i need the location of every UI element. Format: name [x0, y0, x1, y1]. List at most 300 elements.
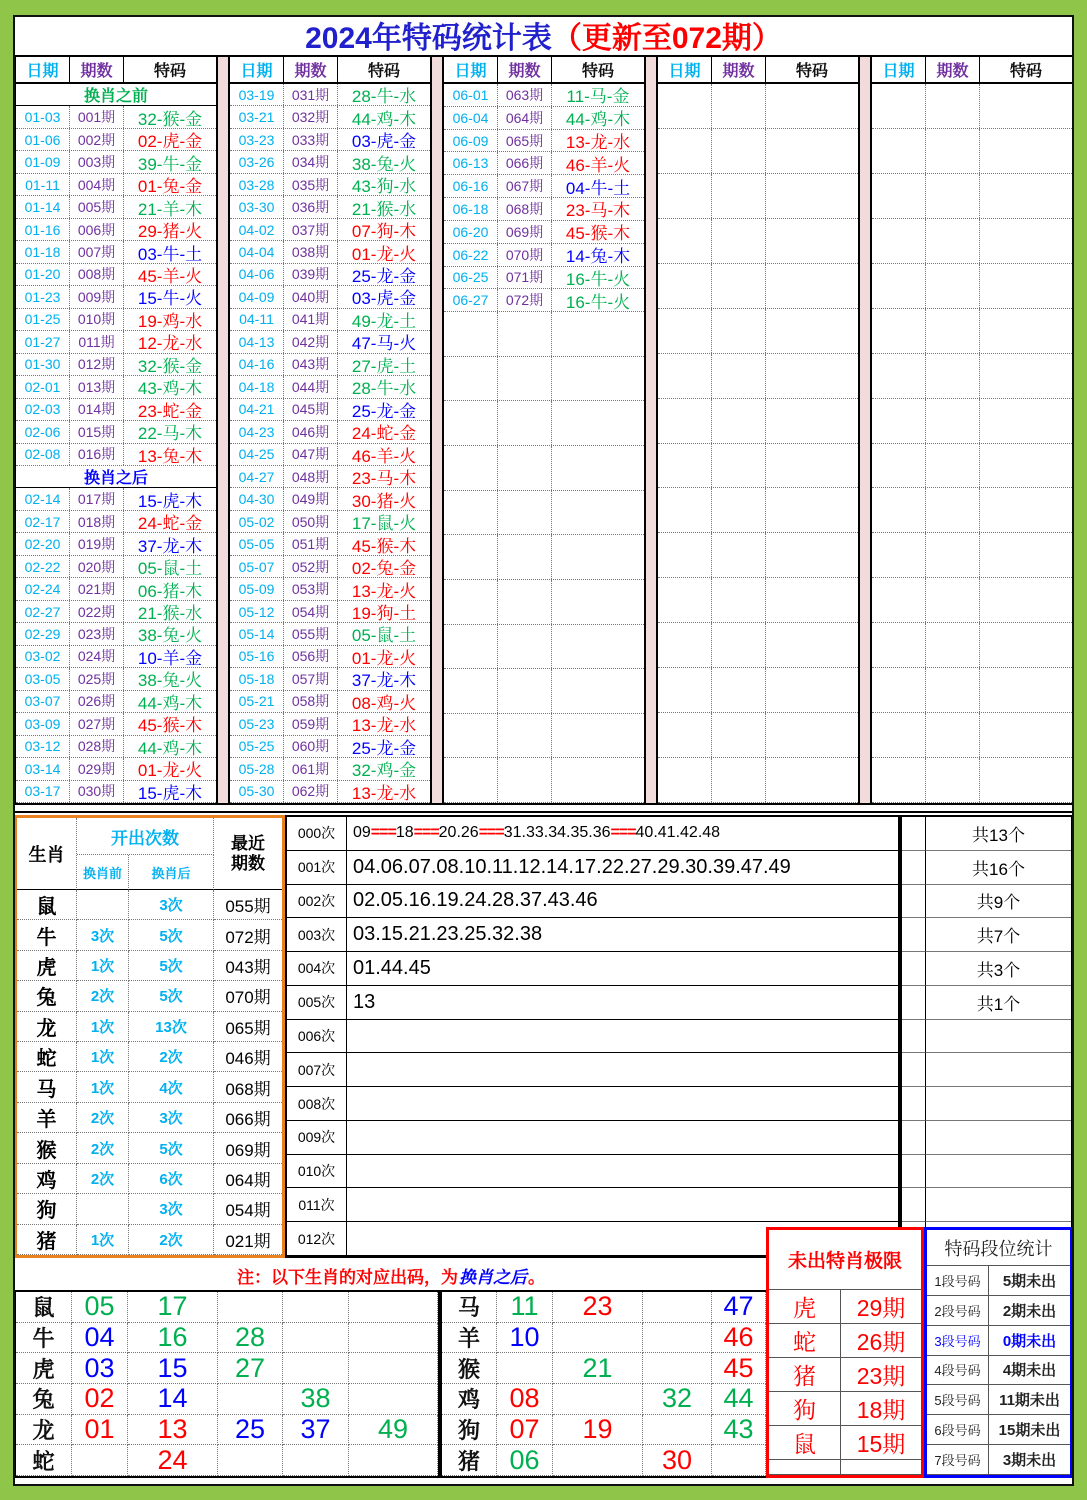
- section-row: 换肖之前: [16, 84, 216, 106]
- code-cell: 44-鸡-木: [137, 738, 203, 758]
- zodiac-numbers-table-left: [14, 1290, 440, 1478]
- date-cell: 04-09: [230, 286, 284, 307]
- segment-value: 5期未出: [989, 1266, 1070, 1296]
- code-cell: 38-兔-火: [351, 154, 417, 173]
- issue-cell: 009期: [70, 286, 124, 307]
- main-row: [230, 758, 430, 780]
- date-cell: 03-14: [16, 758, 70, 779]
- issue-cell: 021期: [70, 578, 124, 599]
- zodiac-number-cell: 44: [712, 1384, 766, 1415]
- stats-zodiac-cell: 蛇: [17, 1042, 77, 1072]
- date-cell: 03-21: [230, 106, 284, 127]
- date-cell: 03-26: [230, 151, 284, 172]
- issue-cell: 025期: [70, 668, 124, 689]
- segment-label: 7段号码: [927, 1445, 989, 1475]
- zodiac-number-cell: [497, 1353, 553, 1384]
- main-row: [230, 331, 430, 353]
- issue-cell: 048期: [284, 466, 338, 487]
- separator: ===: [478, 824, 504, 842]
- zodiac-label: 鸡: [442, 1384, 497, 1415]
- stats-recent-cell: 021期: [214, 1225, 282, 1255]
- main-row: [444, 107, 644, 130]
- stats-recent-cell: 066期: [214, 1103, 282, 1133]
- freq-value: 01.44.45: [347, 952, 898, 986]
- freq-value: [347, 1053, 898, 1087]
- zodiac-number-cell: 28: [218, 1323, 283, 1354]
- issue-cell: 046期: [284, 421, 338, 442]
- issue-cell: [926, 444, 980, 488]
- segment-stats-table: [924, 1227, 1073, 1478]
- title-suffix: （更新至072期）: [551, 22, 782, 55]
- empty-row: [872, 309, 1072, 354]
- issue-cell: 067期: [498, 175, 552, 197]
- date-cell: 04-16: [230, 354, 284, 375]
- code-cell: 45-羊-火: [137, 266, 203, 286]
- empty-row: [872, 444, 1072, 489]
- zodiac-number-cell: 21: [553, 1353, 643, 1384]
- stats-zodiac-cell: 鸡: [17, 1164, 77, 1194]
- date-cell: [872, 533, 926, 577]
- date-cell: [444, 357, 498, 401]
- count-cell: 共7个: [926, 918, 1071, 952]
- main-row: [16, 241, 216, 263]
- date-cell: 05-07: [230, 556, 284, 577]
- zodiac-label: 猪: [442, 1445, 497, 1476]
- count-gap-cell: [902, 1020, 926, 1054]
- zodiac-number-cell: [349, 1323, 438, 1354]
- issue-cell: 029期: [70, 758, 124, 779]
- zodiac-number-cell: 05: [72, 1292, 128, 1323]
- code-cell: [980, 309, 1072, 353]
- date-cell: 04-21: [230, 399, 284, 420]
- empty-row: [872, 129, 1072, 174]
- zodiac-number-cell: 08: [497, 1384, 553, 1415]
- zodiac-number-cell: 16: [128, 1323, 218, 1354]
- date-cell: [658, 758, 712, 802]
- count-cell: 共9个: [926, 885, 1071, 919]
- zodiac-number-cell: 37: [283, 1415, 349, 1446]
- code-cell: [552, 669, 644, 713]
- code-cell: 23-蛇-金: [137, 401, 203, 421]
- code-cell: [980, 264, 1072, 308]
- date-header: 日期: [230, 57, 284, 82]
- zodiac-label: 龙: [16, 1415, 72, 1446]
- count-gap-cell: [902, 817, 926, 851]
- main-row: [444, 130, 644, 153]
- code-cell: [552, 401, 644, 445]
- count-cell: 共16个: [926, 851, 1071, 885]
- main-row: [16, 758, 216, 780]
- zodiac-number-cell: 47: [712, 1292, 766, 1323]
- date-cell: [658, 174, 712, 218]
- date-cell: 06-18: [444, 198, 498, 220]
- freq-label: 009次: [287, 1121, 347, 1155]
- empty-row: [658, 354, 858, 399]
- code-cell: 19-狗-土: [351, 604, 417, 623]
- date-cell: [872, 758, 926, 802]
- issue-cell: [712, 309, 766, 353]
- issue-cell: 020期: [70, 556, 124, 577]
- zodiac-number-cell: [553, 1445, 643, 1476]
- group-body: [872, 84, 1072, 803]
- main-row: [16, 691, 216, 713]
- main-row: [16, 511, 216, 533]
- zodiac-label: 马: [442, 1292, 497, 1323]
- segment-label: 6段号码: [927, 1415, 989, 1445]
- zodiac-number-cell: [283, 1323, 349, 1354]
- freq-value: 02.05.16.19.24.28.37.43.46: [347, 885, 898, 919]
- issue-cell: 057期: [284, 668, 338, 689]
- main-row: [16, 533, 216, 555]
- main-row: [230, 309, 430, 331]
- main-row: [16, 354, 216, 376]
- group-header: [444, 57, 644, 84]
- stats-zodiac-header: 生肖: [17, 818, 77, 890]
- issue-cell: [712, 354, 766, 398]
- count-cell: [926, 1155, 1071, 1189]
- empty-row: [658, 309, 858, 354]
- stats-after-cell: 5次: [129, 1133, 214, 1163]
- page-title: [13, 16, 1074, 54]
- zodiac-label: 猴: [442, 1353, 497, 1384]
- main-row: [444, 289, 644, 312]
- date-cell: [872, 713, 926, 757]
- main-row: [16, 264, 216, 286]
- main-row: [16, 601, 216, 623]
- issue-cell: [926, 354, 980, 398]
- code-cell: 12-龙-水: [137, 334, 203, 353]
- empty-row: [444, 535, 644, 580]
- freq-label: 000次: [287, 817, 347, 851]
- stats-after-cell: 2次: [129, 1225, 214, 1255]
- main-row: [230, 219, 430, 241]
- date-cell: 03-17: [16, 781, 70, 802]
- zodiac-number-cell: 06: [497, 1445, 553, 1476]
- issue-cell: [926, 219, 980, 263]
- date-cell: [444, 535, 498, 579]
- main-row: [230, 781, 430, 803]
- main-row: [444, 152, 644, 175]
- main-row: [230, 646, 430, 668]
- stats-before-cell: 1次: [77, 951, 129, 981]
- empty-row: [444, 491, 644, 536]
- main-row: [230, 668, 430, 690]
- stats-before-cell: 1次: [77, 1225, 129, 1255]
- code-cell: 25-龙-金: [351, 738, 417, 758]
- zodiac-label: 狗: [442, 1415, 497, 1446]
- empty-row: [658, 174, 858, 219]
- code-cell: 14-兔-木: [565, 247, 631, 266]
- freq-label: 006次: [287, 1020, 347, 1054]
- date-cell: [444, 580, 498, 624]
- date-cell: 05-02: [230, 511, 284, 532]
- stats-recent-header: 最近期数: [214, 818, 282, 890]
- segment-label: 2段号码: [927, 1296, 989, 1326]
- freq-label: 011次: [287, 1188, 347, 1222]
- issue-cell: [926, 84, 980, 128]
- limit-zodiac-cell: 虎: [769, 1290, 841, 1324]
- date-cell: 02-20: [16, 533, 70, 554]
- freq-label: 010次: [287, 1155, 347, 1189]
- empty-row: [658, 713, 858, 758]
- stats-zodiac-cell: 猪: [17, 1225, 77, 1255]
- code-cell: 16-牛-火: [565, 269, 631, 289]
- issue-cell: [712, 264, 766, 308]
- date-cell: 01-18: [16, 241, 70, 262]
- date-cell: [872, 174, 926, 218]
- stats-zodiac-cell: 牛: [17, 920, 77, 950]
- main-row: [230, 241, 430, 263]
- stats-zodiac-cell: 狗: [17, 1194, 77, 1224]
- count-cell: 共3个: [926, 952, 1071, 986]
- main-row: [16, 151, 216, 173]
- zodiac-number-cell: [283, 1445, 349, 1476]
- count-gap-cell: [902, 986, 926, 1020]
- code-cell: [552, 535, 644, 579]
- date-cell: 02-17: [16, 511, 70, 532]
- stats-before-header: 换肖前: [77, 855, 129, 890]
- code-cell: 28-牛-水: [351, 87, 417, 106]
- date-cell: 04-23: [230, 421, 284, 442]
- code-cell: 03-虎-金: [351, 289, 417, 308]
- issue-cell: 047期: [284, 444, 338, 465]
- date-header: 日期: [658, 57, 712, 82]
- issue-cell: 061期: [284, 758, 338, 779]
- issue-cell: [926, 129, 980, 173]
- date-cell: 01-30: [16, 354, 70, 375]
- zodiac-number-cell: 38: [283, 1384, 349, 1415]
- limit-periods-cell: 29期: [841, 1290, 921, 1324]
- main-row: [16, 106, 216, 128]
- issue-cell: [712, 713, 766, 757]
- issue-cell: 034期: [284, 151, 338, 172]
- date-cell: 03-09: [16, 713, 70, 734]
- issue-cell: 039期: [284, 264, 338, 285]
- code-cell: 03-虎-金: [351, 132, 417, 151]
- zodiac-number-cell: [349, 1384, 438, 1415]
- count-cell: [926, 1020, 1071, 1054]
- freq-value: [347, 1155, 898, 1189]
- code-cell: [552, 312, 644, 356]
- date-cell: 05-21: [230, 691, 284, 712]
- main-row: [16, 556, 216, 578]
- limit-periods-cell: 23期: [841, 1358, 921, 1392]
- main-row: [230, 129, 430, 151]
- stats-times-header: 开出次数: [77, 818, 214, 855]
- segment-table-title: 特码段位统计: [927, 1230, 1070, 1266]
- issue-cell: 054期: [284, 601, 338, 622]
- main-row: [444, 267, 644, 290]
- issue-cell: [712, 578, 766, 622]
- issue-cell: 042期: [284, 331, 338, 352]
- main-row: [16, 781, 216, 803]
- empty-row: [658, 533, 858, 578]
- empty-row: [872, 533, 1072, 578]
- code-cell: 01-龙-火: [351, 244, 417, 263]
- segment-label: 4段号码: [927, 1356, 989, 1386]
- date-cell: [658, 623, 712, 667]
- stats-zodiac-cell: 鼠: [17, 890, 77, 920]
- group-body: [658, 84, 858, 803]
- limit-table-title: 未出特肖极限: [769, 1230, 921, 1290]
- issue-cell: [926, 309, 980, 353]
- stats-after-cell: 5次: [129, 951, 214, 981]
- code-cell: 08-鸡-火: [351, 693, 417, 713]
- column-separator-strip: [646, 55, 656, 805]
- zodiac-number-cell: 46: [712, 1323, 766, 1354]
- issue-cell: 013期: [70, 376, 124, 397]
- freq-value: [347, 1188, 898, 1222]
- date-cell: 06-22: [444, 244, 498, 266]
- count-cell: [926, 1121, 1071, 1155]
- issue-cell: 019期: [70, 533, 124, 554]
- issue-cell: 023期: [70, 623, 124, 644]
- issue-cell: [498, 714, 552, 758]
- main-row: [444, 244, 644, 267]
- empty-row: [658, 488, 858, 533]
- date-cell: 01-27: [16, 331, 70, 352]
- zodiac-number-cell: 14: [128, 1384, 218, 1415]
- code-cell: [980, 713, 1072, 757]
- main-row: [16, 736, 216, 758]
- stats-recent-cell: 070期: [214, 981, 282, 1011]
- frequency-table: [285, 815, 900, 1258]
- code-cell: 29-猪-火: [137, 222, 203, 241]
- limit-periods-cell: 18期: [841, 1392, 921, 1426]
- issue-cell: 004期: [70, 174, 124, 195]
- code-cell: 05-鼠-土: [351, 626, 417, 645]
- empty-row: [872, 399, 1072, 444]
- issue-cell: [712, 623, 766, 667]
- issue-cell: 062期: [284, 781, 338, 802]
- code-cell: 01-龙-火: [137, 761, 203, 780]
- group-body: [230, 84, 430, 803]
- issue-cell: 058期: [284, 691, 338, 712]
- zodiac-number-cell: 04: [72, 1323, 128, 1354]
- code-cell: [980, 84, 1072, 128]
- main-row: [230, 623, 430, 645]
- code-cell: 43-狗-水: [351, 177, 417, 196]
- stats-recent-cell: 068期: [214, 1072, 282, 1102]
- zodiac-number-cell: 25: [218, 1415, 283, 1446]
- main-row: [16, 196, 216, 218]
- limit-zodiac-cell: 鼠: [769, 1426, 841, 1460]
- empty-row: [872, 713, 1072, 758]
- segment-value: 11期未出: [989, 1385, 1070, 1415]
- issue-cell: 033期: [284, 129, 338, 150]
- zodiac-number-cell: [553, 1384, 643, 1415]
- zodiac-number-cell: 24: [128, 1445, 218, 1476]
- zodiac-number-cell: [643, 1353, 712, 1384]
- date-cell: [658, 354, 712, 398]
- date-cell: [872, 309, 926, 353]
- date-cell: 03-12: [16, 736, 70, 757]
- code-cell: 25-龙-金: [351, 401, 417, 421]
- date-cell: [444, 312, 498, 356]
- count-cell: 共13个: [926, 817, 1071, 851]
- empty-row: [872, 668, 1072, 713]
- code-cell: 49-龙-土: [351, 311, 417, 331]
- count-gap-cell: [902, 1087, 926, 1121]
- date-cell: 01-23: [16, 286, 70, 307]
- issue-cell: 072期: [498, 289, 552, 311]
- stats-zodiac-cell: 兔: [17, 981, 77, 1011]
- code-cell: [980, 668, 1072, 712]
- stats-before-cell: [77, 890, 129, 920]
- stats-recent-cell: 054期: [214, 1194, 282, 1224]
- stats-after-cell: 5次: [129, 981, 214, 1011]
- issue-cell: 044期: [284, 376, 338, 397]
- title-main: 2024年特码统计表: [305, 22, 552, 55]
- issue-cell: 050期: [284, 511, 338, 532]
- date-cell: [658, 84, 712, 128]
- count-cell: [926, 1188, 1071, 1222]
- stats-before-cell: 1次: [77, 1072, 129, 1102]
- code-cell: [980, 444, 1072, 488]
- limit-periods-cell: 15期: [841, 1426, 921, 1460]
- code-cell: 23-马-木: [565, 201, 631, 220]
- issue-header: 期数: [498, 57, 552, 82]
- zodiac-number-cell: 10: [497, 1323, 553, 1354]
- date-cell: 02-24: [16, 578, 70, 599]
- main-row: [444, 221, 644, 244]
- main-row: [16, 623, 216, 645]
- date-cell: [658, 399, 712, 443]
- limit-zodiac-cell: [769, 1460, 841, 1475]
- code-cell: [980, 399, 1072, 443]
- date-cell: 04-11: [230, 309, 284, 330]
- issue-cell: [498, 401, 552, 445]
- group-body: [444, 84, 644, 803]
- code-cell: 27-虎-土: [351, 356, 417, 376]
- zodiac-label: 蛇: [16, 1445, 72, 1476]
- stats-recent-cell: 065期: [214, 1012, 282, 1042]
- code-cell: [980, 758, 1072, 802]
- date-cell: 01-20: [16, 264, 70, 285]
- stats-after-cell: 3次: [129, 890, 214, 920]
- date-cell: [872, 399, 926, 443]
- code-cell: 32-鸡-金: [351, 761, 417, 780]
- empty-row: [658, 84, 858, 129]
- date-cell: 02-22: [16, 556, 70, 577]
- code-cell: 03-牛-土: [137, 244, 203, 263]
- code-cell: 10-羊-金: [137, 648, 203, 668]
- freq-value: 04.06.07.08.10.11.12.14.17.22.27.29.30.39.47.49: [347, 851, 898, 885]
- issue-cell: 015期: [70, 421, 124, 442]
- issue-cell: 035期: [284, 174, 338, 195]
- main-row: [16, 488, 216, 510]
- segment-value: 15期未出: [989, 1415, 1070, 1445]
- code-cell: [766, 174, 858, 218]
- code-cell: 11-马-金: [566, 87, 630, 106]
- zodiac-number-cell: 43: [712, 1415, 766, 1446]
- date-cell: [872, 84, 926, 128]
- code-cell: 28-牛-水: [351, 379, 417, 398]
- separator: ===: [413, 824, 439, 842]
- zodiac-number-cell: [349, 1292, 438, 1323]
- main-table-group-3: [442, 55, 646, 805]
- issue-cell: 007期: [70, 241, 124, 262]
- issue-cell: [926, 758, 980, 802]
- code-cell: [766, 533, 858, 577]
- date-cell: [658, 129, 712, 173]
- code-cell: 37-龙-木: [351, 671, 417, 690]
- issue-cell: 031期: [284, 84, 338, 105]
- issue-cell: 006期: [70, 219, 124, 240]
- issue-cell: [498, 535, 552, 579]
- date-cell: 06-09: [444, 130, 498, 152]
- stats-zodiac-cell: 猴: [17, 1133, 77, 1163]
